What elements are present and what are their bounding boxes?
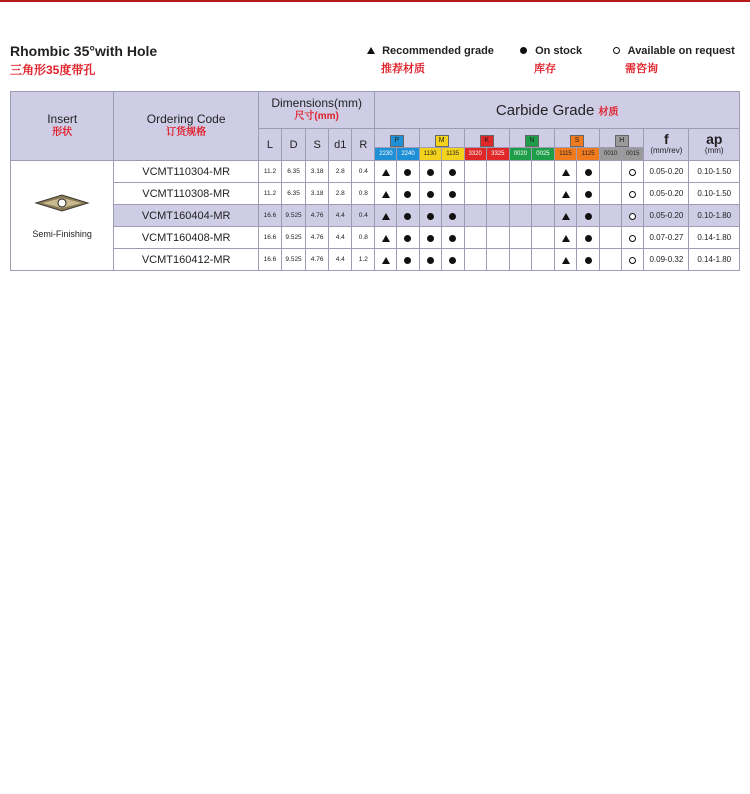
- grade-mark-cell: [441, 227, 464, 249]
- dim-header-R: R: [352, 129, 375, 161]
- grade-mark-cell: [486, 227, 509, 249]
- dimensions-cn: 尺寸(mm): [294, 111, 339, 122]
- feed-range-cell: 0.07-0.27: [644, 227, 689, 249]
- ring-icon: [629, 213, 636, 220]
- dim-header-S: S: [306, 129, 329, 161]
- ring-icon: [629, 257, 636, 264]
- carbide-grade-label: Carbide Grade: [495, 101, 595, 119]
- grade-mark-cell: [555, 227, 577, 249]
- table-row: [11, 161, 740, 183]
- table-row: [11, 183, 740, 205]
- carbide-grade-header: [375, 92, 740, 129]
- grade-code: 1125: [577, 148, 600, 161]
- dot-icon: [427, 191, 434, 198]
- dim-cell-R: 0.4: [352, 205, 375, 227]
- dot-icon: [585, 257, 592, 264]
- feed-range-cell: 0.05-0.20: [644, 161, 689, 183]
- grade-mark-cell: [531, 161, 554, 183]
- triangle-icon: [562, 235, 570, 242]
- ordering-code-header: [114, 92, 259, 161]
- grade-mark-cell: [600, 227, 622, 249]
- legend-recommended: [367, 45, 494, 76]
- grade-mark-cell: [622, 249, 644, 271]
- grade-mark-cell: [375, 183, 397, 205]
- ordering-code-cn: 订货规格: [166, 127, 207, 138]
- dim-header-d1: d1: [329, 129, 352, 161]
- f-header-label: f: [664, 130, 669, 147]
- dim-cell-S: 3.18: [306, 183, 329, 205]
- grade-mark-cell: [441, 183, 464, 205]
- dim-cell-d1: 4.4: [329, 249, 352, 271]
- ring-icon: [629, 235, 636, 242]
- triangle-icon: [382, 213, 390, 220]
- dot-icon: [585, 235, 592, 242]
- grade-mark-cell: [509, 205, 531, 227]
- dimensions-label: Dimensions(mm): [271, 96, 362, 110]
- grade-mark-cell: [531, 227, 554, 249]
- grade-mark-cell: [419, 161, 441, 183]
- group-K: [464, 129, 509, 148]
- grade-mark-cell: [464, 205, 486, 227]
- grade-mark-cell: [600, 161, 622, 183]
- triangle-icon: [367, 47, 375, 54]
- grade-code: 3320: [464, 148, 486, 161]
- grade-mark-cell: [441, 161, 464, 183]
- dot-icon: [585, 213, 592, 220]
- dot-icon: [585, 169, 592, 176]
- grade-mark-cell: [555, 249, 577, 271]
- triangle-icon: [382, 169, 390, 176]
- grade-code: 0010: [600, 148, 622, 161]
- grade-mark-cell: [622, 205, 644, 227]
- page-subtitle-cn: 三角形35度带孔: [10, 63, 96, 77]
- grade-mark-cell: [419, 249, 441, 271]
- dot-icon: [427, 169, 434, 176]
- grade-mark-cell: [577, 161, 600, 183]
- ring-icon: [629, 169, 636, 176]
- dot-icon: [404, 257, 411, 264]
- carbide-grade-cn: 材质: [598, 106, 619, 118]
- grade-mark-cell: [509, 161, 531, 183]
- grade-mark-cell: [375, 249, 397, 271]
- dim-cell-D: 6.35: [282, 161, 306, 183]
- feed-range-cell: 0.05-0.20: [644, 183, 689, 205]
- legend-on-request: [613, 45, 735, 76]
- grade-mark-cell: [375, 161, 397, 183]
- grade-mark-cell: [577, 205, 600, 227]
- dot-icon: [449, 191, 456, 198]
- grade-mark-cell: [397, 205, 419, 227]
- ordering-code-cell: VCMT110304-MR: [114, 161, 259, 183]
- page-title: Rhombic 35°with Hole: [10, 43, 158, 59]
- grade-code: 1130: [419, 148, 441, 161]
- dim-cell-S: 4.76: [306, 249, 329, 271]
- ap-header-label: ap: [706, 130, 723, 147]
- grade-mark-cell: [397, 227, 419, 249]
- grade-mark-cell: [577, 183, 600, 205]
- dim-cell-D: 9.525: [282, 227, 306, 249]
- grade-mark-cell: [464, 183, 486, 205]
- grade-mark-cell: [555, 161, 577, 183]
- dot-icon: [585, 191, 592, 198]
- ordering-code-label: Ordering Code: [146, 112, 226, 126]
- grade-code: 1115: [555, 148, 577, 161]
- table-row: [11, 227, 740, 249]
- dim-cell-d1: 4.4: [329, 205, 352, 227]
- grade-mark-cell: [486, 249, 509, 271]
- product-table: [10, 91, 740, 271]
- feed-range-cell: 0.05-0.20: [644, 205, 689, 227]
- dot-icon: [520, 47, 527, 54]
- grade-mark-cell: [486, 205, 509, 227]
- grade-code: 0025: [531, 148, 554, 161]
- grade-mark-cell: [486, 183, 509, 205]
- grade-code: 3325: [486, 148, 509, 161]
- group-H: [600, 129, 644, 148]
- dim-cell-d1: 2.8: [329, 161, 352, 183]
- dim-cell-D: 9.525: [282, 205, 306, 227]
- dim-cell-L: 16.6: [258, 205, 281, 227]
- top-rule: [0, 0, 750, 2]
- grade-mark-cell: [577, 227, 600, 249]
- group-P-badge: P: [390, 135, 404, 147]
- f-header: [644, 129, 689, 161]
- ap-range-cell: 0.10-1.50: [689, 161, 740, 183]
- ap-range-cell: 0.14-1.80: [689, 249, 740, 271]
- dim-cell-R: 0.4: [352, 161, 375, 183]
- table-row: [11, 205, 740, 227]
- insert-header: [11, 92, 114, 161]
- grade-mark-cell: [622, 227, 644, 249]
- grade-mark-cell: [441, 249, 464, 271]
- dot-icon: [427, 213, 434, 220]
- ap-header-unit: (mm): [704, 145, 724, 155]
- ring-icon: [613, 47, 620, 54]
- triangle-icon: [382, 191, 390, 198]
- grade-mark-cell: [375, 227, 397, 249]
- insert-header-label: Insert: [47, 112, 78, 126]
- group-N-badge: N: [525, 135, 539, 147]
- legend-label-cn: 需咨询: [625, 63, 658, 75]
- dot-icon: [404, 169, 411, 176]
- grade-mark-cell: [531, 183, 554, 205]
- grade-mark-cell: [509, 183, 531, 205]
- group-S: [555, 129, 600, 148]
- dot-icon: [449, 257, 456, 264]
- legend-on-stock: [520, 45, 582, 76]
- grade-code: 2230: [375, 148, 397, 161]
- dim-cell-L: 11.2: [258, 183, 281, 205]
- dim-header-L: L: [258, 129, 281, 161]
- grade-mark-cell: [419, 205, 441, 227]
- dim-cell-D: 6.35: [282, 183, 306, 205]
- ap-header: [689, 129, 740, 161]
- ordering-code-cell: VCMT110308-MR: [114, 183, 259, 205]
- triangle-icon: [562, 191, 570, 198]
- ring-icon: [629, 191, 636, 198]
- dot-icon: [449, 235, 456, 242]
- grade-code: 1135: [441, 148, 464, 161]
- grade-mark-cell: [600, 183, 622, 205]
- dim-cell-D: 9.525: [282, 249, 306, 271]
- group-M-badge: M: [435, 135, 449, 147]
- grade-code: 0015: [622, 148, 644, 161]
- group-P: [375, 129, 419, 148]
- dimensions-header: [258, 92, 374, 129]
- dim-cell-d1: 2.8: [329, 183, 352, 205]
- grade-mark-cell: [600, 249, 622, 271]
- group-M: [419, 129, 464, 148]
- dim-cell-R: 0.8: [352, 183, 375, 205]
- triangle-icon: [382, 235, 390, 242]
- grade-mark-cell: [464, 249, 486, 271]
- insert-type-label: Semi-Finishing: [32, 229, 92, 239]
- dim-cell-L: 16.6: [258, 227, 281, 249]
- grade-mark-cell: [464, 161, 486, 183]
- legend-label: On stock: [535, 45, 583, 57]
- rhombic-insert-icon: [34, 192, 90, 214]
- grade-mark-cell: [397, 161, 419, 183]
- grade-code: 0020: [509, 148, 531, 161]
- insert-image-cell: [11, 161, 114, 271]
- grade-mark-cell: [509, 249, 531, 271]
- dot-icon: [449, 213, 456, 220]
- triangle-icon: [562, 213, 570, 220]
- grade-mark-cell: [486, 161, 509, 183]
- ap-range-cell: 0.10-1.50: [689, 183, 740, 205]
- grade-mark-cell: [531, 249, 554, 271]
- triangle-icon: [382, 257, 390, 264]
- dot-icon: [404, 213, 411, 220]
- grade-mark-cell: [531, 205, 554, 227]
- grade-mark-cell: [419, 227, 441, 249]
- dot-icon: [404, 235, 411, 242]
- group-S-badge: S: [570, 135, 584, 147]
- dot-icon: [427, 257, 434, 264]
- legend-label-cn: 库存: [534, 63, 556, 75]
- grade-mark-cell: [397, 183, 419, 205]
- grade-mark-cell: [622, 183, 644, 205]
- grade-mark-cell: [509, 227, 531, 249]
- group-H-badge: H: [615, 135, 629, 147]
- dim-cell-R: 1.2: [352, 249, 375, 271]
- ordering-code-cell: VCMT160412-MR: [114, 249, 259, 271]
- dim-cell-S: 3.18: [306, 161, 329, 183]
- dim-cell-L: 16.6: [258, 249, 281, 271]
- grade-mark-cell: [375, 205, 397, 227]
- ap-range-cell: 0.14-1.80: [689, 227, 740, 249]
- ordering-code-cell: VCMT160408-MR: [114, 227, 259, 249]
- grade-mark-cell: [419, 183, 441, 205]
- dot-icon: [449, 169, 456, 176]
- feed-range-cell: 0.09-0.32: [644, 249, 689, 271]
- grade-mark-cell: [555, 205, 577, 227]
- legend-label-cn: 推荐材质: [381, 63, 425, 75]
- dim-cell-L: 11.2: [258, 161, 281, 183]
- triangle-icon: [562, 257, 570, 264]
- legend-label: Available on request: [627, 45, 735, 57]
- dim-cell-R: 0.8: [352, 227, 375, 249]
- legend-label: Recommended grade: [382, 45, 494, 57]
- dot-icon: [404, 191, 411, 198]
- ap-range-cell: 0.10-1.80: [689, 205, 740, 227]
- table-row: [11, 249, 740, 271]
- dim-cell-S: 4.76: [306, 205, 329, 227]
- group-N: [509, 129, 554, 148]
- dim-cell-S: 4.76: [306, 227, 329, 249]
- grade-mark-cell: [622, 161, 644, 183]
- dim-cell-d1: 4.4: [329, 227, 352, 249]
- grade-mark-cell: [464, 227, 486, 249]
- dot-icon: [427, 235, 434, 242]
- grade-mark-cell: [577, 249, 600, 271]
- ordering-code-cell: VCMT160404-MR: [114, 205, 259, 227]
- grade-mark-cell: [600, 205, 622, 227]
- grade-mark-cell: [555, 183, 577, 205]
- triangle-icon: [562, 169, 570, 176]
- group-K-badge: K: [480, 135, 494, 147]
- insert-header-cn: 形状: [52, 127, 73, 138]
- f-header-unit: (mm/rev): [650, 145, 683, 155]
- grade-mark-cell: [441, 205, 464, 227]
- dim-header-D: D: [282, 129, 306, 161]
- grade-mark-cell: [397, 249, 419, 271]
- grade-code: 2240: [397, 148, 419, 161]
